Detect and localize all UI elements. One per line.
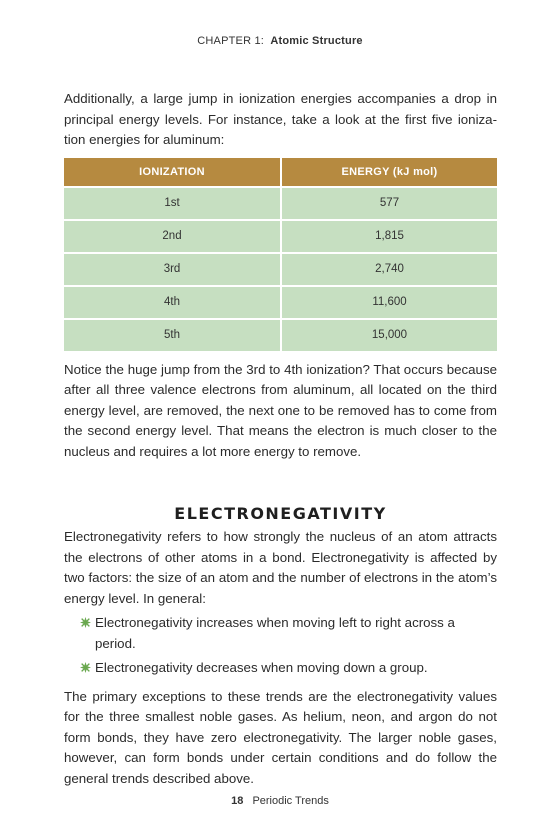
section-heading: ELECTRONEGATIVITY [174,504,387,523]
energy-cell: 577 [282,186,497,219]
electronegativity-paragraph: Electronegativity refers to how strongly the nucleus of an atom attracts the electrons of other atoms in a bond. Electronegativity is affected by two factors: the size of an atom and the number of electrons in the atom’s energy level. In general: [64,529,497,606]
after-table-paragraph: Notice the huge jump from the 3rd to 4th ionization? That occurs because after all three valence electrons from aluminum, all located on the third energy level, are removed, the next one to be removed has to come from the second energy level. That means the electron is much closer to the nucleus and requires a lot more energy to remove. [64,361,497,459]
intro-paragraph: Additionally, a large jump in ionization energies accompanies a drop in principal energy levels. For instance, take a look at the first five ioniza-tion energies for aluminum: [64,91,497,147]
list-item [80,613,497,654]
exceptions-paragraph: The primary exceptions to these trends are the electronegativity values for the three smallest noble gases. As helium, neon, and argon do not form bonds, they have zero electronegativity. The larger noble gases, however, can form bonds under certain conditions and do follow the general trends described above. [64,688,497,786]
page-number: 18 [231,795,244,807]
star-bullet-icon [80,662,91,673]
table-row [64,252,497,285]
table-row [64,186,497,219]
bullet-text: Electronegativity decreases when moving down a group. [95,660,428,675]
ionization-energy-table [64,158,497,351]
chapter-title: Atomic Structure [270,35,363,47]
page-footer [0,795,560,807]
energy-cell: 15,000 [282,318,497,351]
bullet-list [64,613,497,679]
energy-cell: 11,600 [282,285,497,318]
page-content [64,89,497,789]
energy-cell: 1,815 [282,219,497,252]
chapter-label: CHAPTER 1: [197,35,265,47]
ionization-cell: 1st [64,186,282,219]
column-header-ionization: IONIZATION [64,158,282,186]
ionization-cell: 4th [64,285,282,318]
table-row [64,318,497,351]
table-header-row [64,158,497,186]
ionization-cell: 3rd [64,252,282,285]
table-row [64,285,497,318]
list-item [80,658,497,679]
bullet-text: Electronegativity increases when moving left to right across a period. [95,615,455,651]
running-header [0,35,560,47]
book-title: Periodic Trends [252,795,329,807]
table-row [64,219,497,252]
ionization-cell: 2nd [64,219,282,252]
ionization-cell: 5th [64,318,282,351]
column-header-energy: ENERGY (kJ mol) [282,158,497,186]
energy-cell: 2,740 [282,252,497,285]
star-bullet-icon [80,617,91,628]
